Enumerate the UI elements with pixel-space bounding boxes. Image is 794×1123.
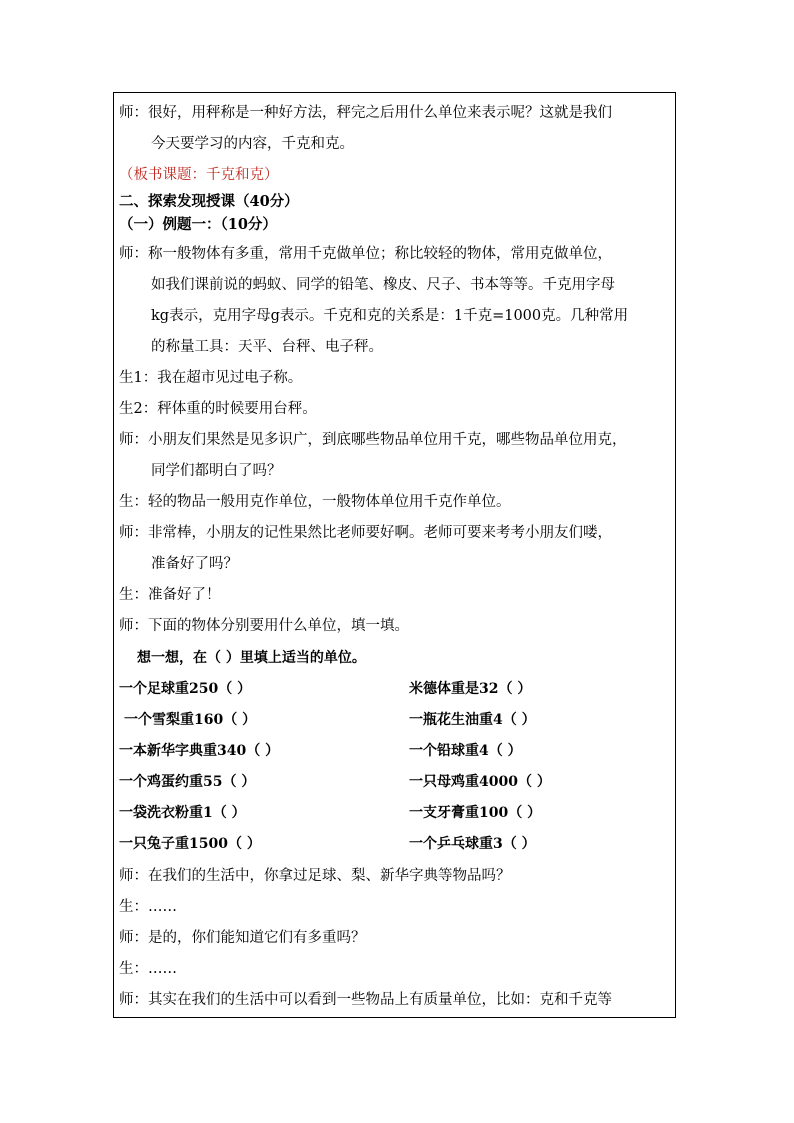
teacher-line-cont: 同学们都明白了吗？ bbox=[151, 463, 282, 479]
teacher-line-cont: 准备好了吗？ bbox=[151, 556, 238, 572]
exercise-item-left: 一袋洗衣粉重1（ ） bbox=[119, 805, 246, 821]
student-line: 生1：我在超市见过电子称。 bbox=[119, 370, 303, 386]
teacher-line: 师：很好，用秤称是一种好方法，秤完之后用什么单位来表示呢？这就是我们 bbox=[119, 105, 612, 121]
teacher-line-cont: 如我们课前说的蚂蚁、同学的铅笔、橡皮、尺子、书本等等。千克用字母 bbox=[151, 277, 615, 293]
teacher-line: 师：下面的物体分别要用什么单位，填一填。 bbox=[119, 618, 409, 634]
exercise-item-right: 一支牙膏重100（ ） bbox=[409, 805, 542, 821]
teacher-line: 师：小朋友们果然是见多识广，到底哪些物品单位用千克，哪些物品单位用克， bbox=[119, 432, 627, 448]
exercise-title: 想一想，在（ ）里填上适当的单位。 bbox=[137, 650, 366, 666]
exercise-item-right: 一瓶花生油重4（ ） bbox=[409, 712, 536, 728]
exercise-item-right: 一个铅球重4（ ） bbox=[409, 743, 522, 759]
student-line: 生：轻的物品一般用克作单位，一般物体单位用千克作单位。 bbox=[119, 494, 511, 510]
exercise-item-left: 一本新华字典重340（ ） bbox=[119, 743, 280, 759]
section-heading: 二、探索发现授课（40分） bbox=[119, 193, 299, 210]
exercise-item-right: 米德体重是32（ ） bbox=[409, 681, 532, 697]
teacher-line: 师：是的，你们能知道它们有多重吗？ bbox=[119, 930, 366, 946]
exercise-item-left: 一个足球重250（ ） bbox=[119, 681, 252, 697]
exercise-item-right: 一只母鸡重4000（ ） bbox=[409, 774, 551, 790]
exercise-item-left: 一个雪梨重160（ ） bbox=[124, 712, 257, 728]
exercise-item-left: 一个鸡蛋约重55（ ） bbox=[119, 774, 256, 790]
teacher-line-cont: kg表示，克用字母g表示。千克和克的关系是：1千克=1000克。几种常用 bbox=[151, 308, 629, 324]
student-line: 生：…… bbox=[119, 899, 177, 915]
student-line: 生：准备好了！ bbox=[119, 587, 221, 603]
teacher-line-cont: 今天要学习的内容，千克和克。 bbox=[151, 136, 354, 152]
exercise-item-left: 一只兔子重1500（ ） bbox=[119, 836, 261, 852]
student-line: 生2：秤体重的时候要用台秤。 bbox=[119, 401, 317, 417]
example-heading: （一）例题一：（10分） bbox=[119, 216, 277, 233]
board-note: （板书课题：千克和克） bbox=[119, 167, 279, 183]
exercise-item-right: 一个乒乓球重3（ ） bbox=[409, 836, 536, 852]
student-line: 生：…… bbox=[119, 961, 177, 977]
teacher-line: 师：在我们的生活中，你拿过足球、梨、新华字典等物品吗？ bbox=[119, 868, 511, 884]
teacher-line-cont: 的称量工具：天平、台秤、电子秤。 bbox=[151, 339, 383, 355]
teacher-line: 师：其实在我们的生活中可以看到一些物品上有质量单位，比如：克和千克等 bbox=[119, 992, 612, 1008]
teacher-line: 师：称一般物体有多重，常用千克做单位；称比较轻的物体，常用克做单位， bbox=[119, 246, 612, 262]
teacher-line: 师：非常棒，小朋友的记性果然比老师要好啊。老师可要来考考小朋友们喽， bbox=[119, 525, 612, 541]
